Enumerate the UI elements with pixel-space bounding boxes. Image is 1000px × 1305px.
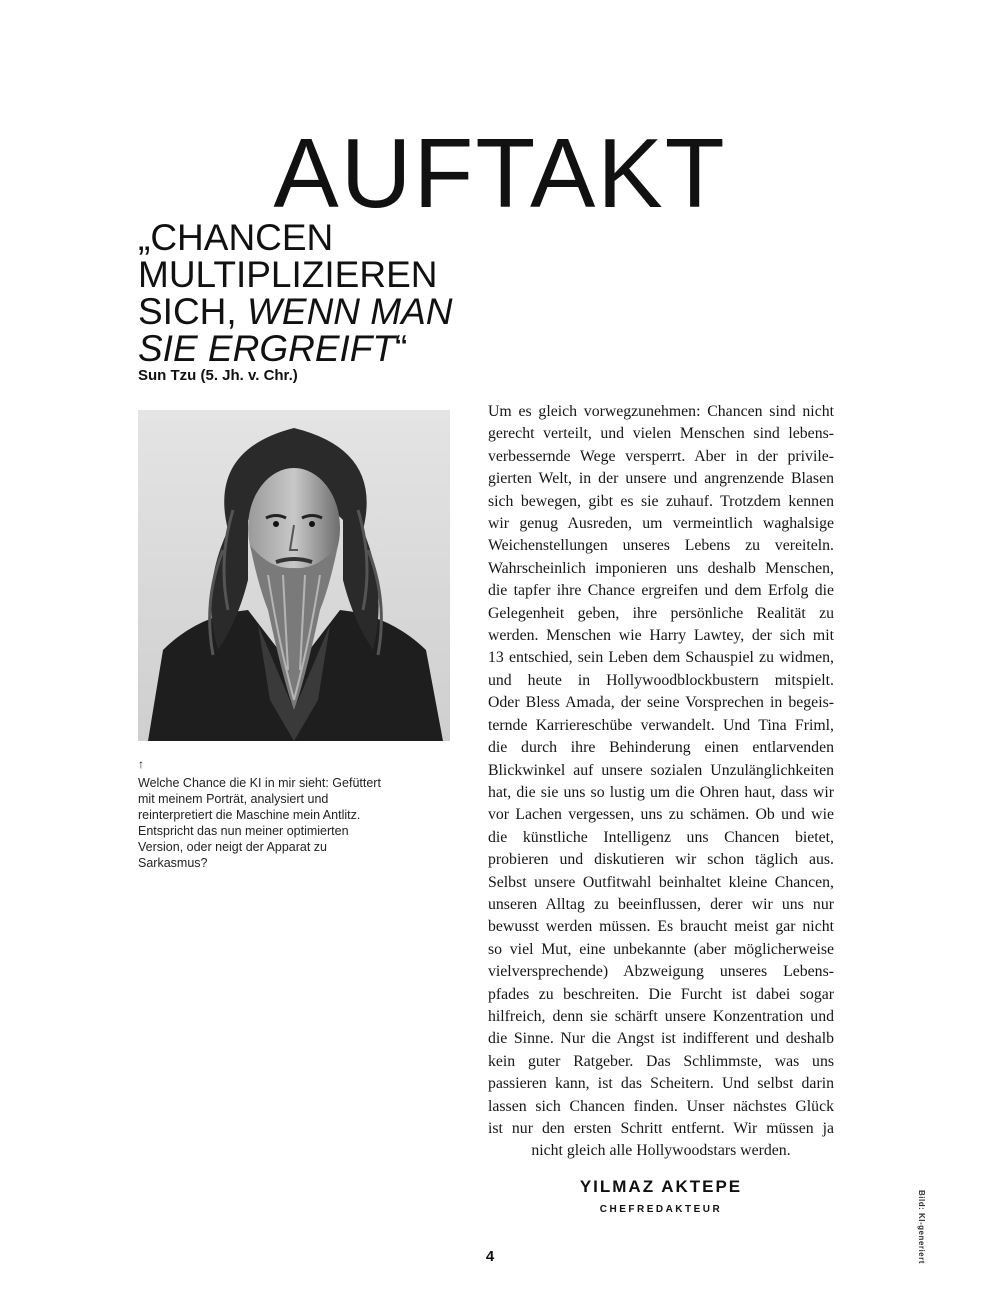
article-line: ist nur den ersten Schritt entfernt. Wir müssen ja — [488, 1120, 834, 1137]
caption-arrow-icon: ↑ — [138, 757, 144, 771]
quote-text: „CHANCEN MULTIPLIZIEREN SICH, — [138, 217, 438, 332]
article-line: die künstliche Intelligenz uns Chancen bietet, — [488, 828, 834, 846]
article-line: 13 entschied, sein Leben dem Schauspiel zu widmen, — [488, 649, 834, 667]
article-line: vielversprechende) Abzweigung unseres Lebens- — [488, 963, 834, 981]
article-line: die Sinne. Nur die Angst ist indifferent und deshalb — [488, 1030, 834, 1048]
article-line: gerecht verteilt, und vielen Menschen sind lebens- — [488, 425, 834, 443]
article-line: werden. Menschen wie Harry Lawtey, der sich mit — [488, 627, 834, 645]
article-line: pfades zu beschreiten. Die Furcht ist dabei sogar — [488, 985, 834, 1003]
article-line: gierten Welt, in der unsere und angrenzende Blasen — [488, 470, 834, 488]
article-line: probieren und diskutieren wir schon täglich aus. — [488, 851, 834, 869]
article-line: hat, die sie uns so lustig um die Ohren haut, dass wir — [488, 783, 834, 801]
article-line: kein guter Ratgeber. Das Schlimmste, was uns — [488, 1052, 834, 1070]
author-name: YILMAZ AKTEPE — [579, 1177, 743, 1196]
portrait-illustration — [138, 410, 450, 741]
article-line: Oder Bless Amada, der seine Vorsprechen in begeis- — [488, 694, 834, 712]
pull-quote — [138, 219, 468, 367]
quote-close-mark: “ — [394, 328, 408, 369]
article-line: hilfreich, denn sie schärft unsere Konzentration und — [488, 1007, 834, 1025]
article-line: Wahrscheinlich imponieren uns deshalb Menschen, — [488, 559, 834, 577]
page-number: 4 — [485, 1248, 495, 1265]
article-line: lassen sich Chancen finden. Unser nächstes Glück — [488, 1097, 834, 1115]
article-line: die durch ihre Behinderung einen entlarvenden — [488, 739, 834, 757]
author-role: CHEFREDAKTEUR — [599, 1204, 723, 1215]
article-line: sich bewegen, gibt es sie zuhauf. Trotzdem kennen — [488, 492, 834, 510]
article-line: unseren Alltag zu beeinflussen, derer wir uns nur — [488, 895, 834, 913]
image-credit: Bild: KI-generiert — [917, 1190, 926, 1264]
article-line: passieren kann, ist das Scheitern. Und selbst darin — [488, 1075, 834, 1093]
article-line: Um es gleich vorwegzunehmen: Chancen sind nicht — [488, 403, 834, 420]
article-body — [488, 401, 834, 1163]
section-title: AUFTAKT — [273, 117, 727, 228]
article-line: nicht gleich alle Hollywoodstars werden. — [531, 1142, 791, 1160]
image-caption: Welche Chance die KI in mir sieht: Gefüttert mit meinem Porträt, analysiert und reinterpretiert die Maschine mein Antlitz. Entspricht das nun meiner optimierten Version, oder neigt der Apparat zu Sarkasmus? — [138, 776, 381, 870]
article-line: Gelegenheit geben, ihre persönliche Realität zu — [488, 604, 834, 622]
article-line: wir genug Ausreden, um vermeintlich waghalsige — [488, 515, 834, 533]
article-line: Blickwinkel auf unsere sozialen Unzulänglichkeiten — [488, 761, 834, 779]
article-line: ternde Karriereschübe verwandelt. Und Tina Friml, — [488, 716, 834, 734]
quote-attribution: Sun Tzu (5. Jh. v. Chr.) — [138, 367, 298, 384]
article-line: Selbst unsere Outfitwahl beinhaltet kleine Chancen, — [488, 873, 834, 891]
article-line: die tapfer ihre Chance ergreifen und dem Erfolg die — [488, 582, 834, 600]
article-line: und heute in Hollywoodblockbustern mitspielt. — [488, 671, 834, 689]
article-line: bewusst werden müssen. Es braucht meist gar nicht — [488, 918, 834, 936]
article-line: so viel Mut, eine unbekannte (aber möglicherweise — [488, 940, 834, 958]
article-line: Weichenstellungen unseres Lebens zu vereiteln. — [488, 537, 834, 555]
article-line: verbessernde Wege versperrt. Aber in der privile- — [488, 447, 834, 465]
article-line: vor Lachen vergessen, uns zu schämen. Ob und wie — [488, 806, 834, 824]
quote-text-italic: WENN MAN SIE ERGREIFT — [138, 291, 453, 369]
portrait-image — [138, 410, 450, 741]
